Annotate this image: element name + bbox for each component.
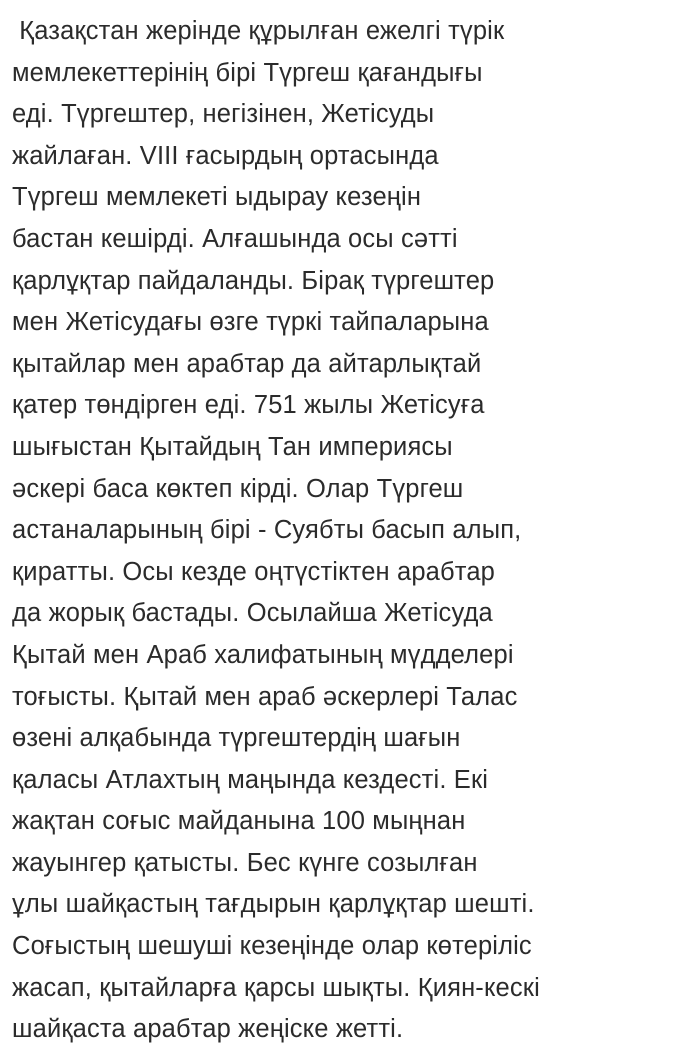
text-line-17: тоғысты. Қытай мен араб әскерлері Талас — [12, 682, 518, 711]
text-line-15: да жорық бастады. Осылайша Жетісуда — [12, 599, 493, 628]
text-line-24: жасап, қытайларға қарсы шықты. Қиян-кескі — [12, 973, 540, 1002]
text-line-14: қиратты. Осы кезде оңтүстіктен арабтар — [12, 557, 495, 586]
text-line-8: мен Жетісудағы өзге түркі тайпаларына — [12, 308, 489, 337]
text-line-25: шайқаста арабтар жеңіске жетті. — [12, 1015, 404, 1044]
text-line-4: жайлаған. VIII ғасырдың ортасында — [12, 141, 439, 170]
text-line-19: қаласы Атлахтың маңында кездесті. Екі — [12, 765, 489, 794]
text-line-23: Соғыстың шешуші кезеңінде олар көтеріліс — [12, 932, 532, 961]
text-line-22: ұлы шайқастың тағдырын қарлұқтар шешті. — [12, 890, 535, 919]
text-line-7: қарлұқтар пайдаланды. Бірақ түргештер — [12, 266, 495, 295]
text-line-11: шығыстан Қытайдың Тан империясы — [12, 432, 453, 461]
text-line-21: жауынгер қатысты. Бес күнге созылған — [12, 848, 478, 877]
text-line-5: Түргеш мемлекеті ыдырау кезеңін — [12, 183, 422, 212]
text-line-1: Қазақстан жерінде құрылған ежелгі түрік — [12, 17, 505, 45]
text-line-10: қатер төндірген еді. 751 жылы Жетісуға — [12, 391, 485, 420]
text-line-18: өзені алқабында түргештердің шағын — [12, 724, 461, 753]
text-line-12: әскері баса көктеп кірді. Олар Түргеш — [12, 474, 464, 503]
text-line-13: астаналарының бірі - Суябты басып алып, — [12, 516, 522, 545]
paragraph — [12, 11, 692, 1051]
text-line-6: бастан кешірді. Алғашында осы сәтті — [12, 224, 458, 253]
text-line-20: жақтан соғыс майданына 100 мыңнан — [12, 807, 466, 836]
text-line-2: мемлекеттерінің бірі Түргеш қағандығы — [12, 58, 483, 87]
text-line-3: еді. Түргештер, негізінен, Жетісуды — [12, 100, 435, 129]
text-line-16: Қытай мен Араб халифатының мүдделері — [12, 640, 514, 669]
text-line-9: қытайлар мен арабтар да айтарлықтай — [12, 349, 482, 378]
